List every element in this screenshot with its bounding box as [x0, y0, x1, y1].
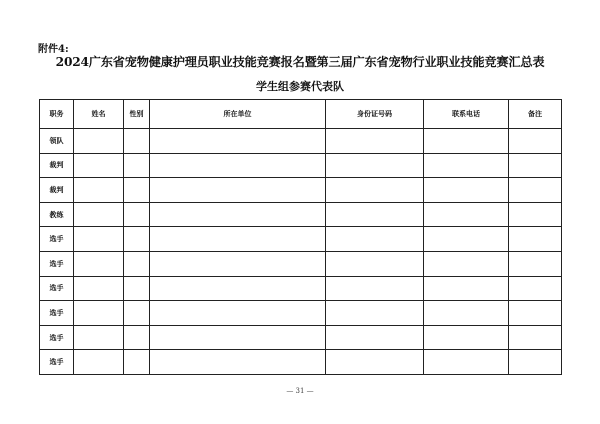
role-cell: 选手	[40, 325, 74, 350]
table-row	[40, 276, 562, 301]
table-cell	[509, 129, 562, 154]
table-cell	[124, 251, 150, 276]
table-cell	[74, 350, 124, 375]
table-cell	[326, 178, 424, 203]
role-cell: 选手	[40, 276, 74, 301]
table-cell	[150, 276, 326, 301]
table-row	[40, 178, 562, 203]
table-cell	[124, 350, 150, 375]
role-cell: 选手	[40, 251, 74, 276]
table-cell	[74, 301, 124, 326]
table-row	[40, 202, 562, 227]
document-title: 2024广东省宠物健康护理员职业技能竞赛报名暨第三届广东省宠物行业职业技能竞赛汇总表	[55, 55, 545, 69]
table-cell	[509, 276, 562, 301]
table-cell	[424, 251, 509, 276]
table-cell	[509, 251, 562, 276]
table-cell	[509, 153, 562, 178]
table-cell	[74, 251, 124, 276]
table-cell	[124, 276, 150, 301]
table-cell	[124, 129, 150, 154]
table-cell	[509, 350, 562, 375]
table-cell	[509, 301, 562, 326]
table-cell	[74, 178, 124, 203]
table-row	[40, 251, 562, 276]
table-cell	[74, 153, 124, 178]
registration-table	[39, 99, 562, 375]
table-cell	[509, 202, 562, 227]
table-row	[40, 129, 562, 154]
table-body	[40, 129, 562, 375]
table-cell	[150, 301, 326, 326]
header-cell: 性别	[124, 100, 150, 129]
table-cell	[326, 202, 424, 227]
header-cell: 职务	[40, 100, 74, 129]
table-header-row	[40, 100, 562, 129]
table-cell	[424, 129, 509, 154]
role-cell: 裁判	[40, 178, 74, 203]
page-number: — 31 —	[286, 387, 314, 395]
table-cell	[74, 129, 124, 154]
table-cell	[326, 153, 424, 178]
table-cell	[150, 325, 326, 350]
table-cell	[74, 325, 124, 350]
table-cell	[124, 301, 150, 326]
table-cell	[326, 301, 424, 326]
attachment-label: 附件4:	[38, 44, 69, 55]
role-cell: 选手	[40, 350, 74, 375]
table-cell	[74, 276, 124, 301]
table-cell	[326, 325, 424, 350]
role-cell: 领队	[40, 129, 74, 154]
table-cell	[424, 227, 509, 252]
table-cell	[424, 276, 509, 301]
header-cell: 备注	[509, 100, 562, 129]
table-cell	[509, 325, 562, 350]
header-cell: 身份证号码	[326, 100, 424, 129]
table-row	[40, 227, 562, 252]
table-cell	[150, 178, 326, 203]
header-cell: 联系电话	[424, 100, 509, 129]
table-cell	[424, 202, 509, 227]
table-cell	[150, 202, 326, 227]
table-cell	[509, 178, 562, 203]
table-cell	[326, 227, 424, 252]
table-row	[40, 301, 562, 326]
table-cell	[326, 251, 424, 276]
table-cell	[424, 178, 509, 203]
table-cell	[424, 301, 509, 326]
table-cell	[124, 325, 150, 350]
table-cell	[326, 276, 424, 301]
table-cell	[150, 227, 326, 252]
table-cell	[150, 129, 326, 154]
table-cell	[124, 227, 150, 252]
table-cell	[124, 153, 150, 178]
table-cell	[74, 227, 124, 252]
table-cell	[150, 153, 326, 178]
table-row	[40, 153, 562, 178]
table-cell	[74, 202, 124, 227]
table-cell	[124, 178, 150, 203]
table-cell	[509, 227, 562, 252]
role-cell: 教练	[40, 202, 74, 227]
table-cell	[124, 202, 150, 227]
table-cell	[424, 350, 509, 375]
table-cell	[150, 251, 326, 276]
table-cell	[424, 153, 509, 178]
table-cell	[424, 325, 509, 350]
header-cell: 所在单位	[150, 100, 326, 129]
table-cell	[326, 129, 424, 154]
role-cell: 选手	[40, 301, 74, 326]
table-row	[40, 350, 562, 375]
table-cell	[326, 350, 424, 375]
document-subtitle: 学生组参赛代表队	[256, 80, 344, 93]
header-cell: 姓名	[74, 100, 124, 129]
table-cell	[150, 350, 326, 375]
role-cell: 裁判	[40, 153, 74, 178]
role-cell: 选手	[40, 227, 74, 252]
table-row	[40, 325, 562, 350]
